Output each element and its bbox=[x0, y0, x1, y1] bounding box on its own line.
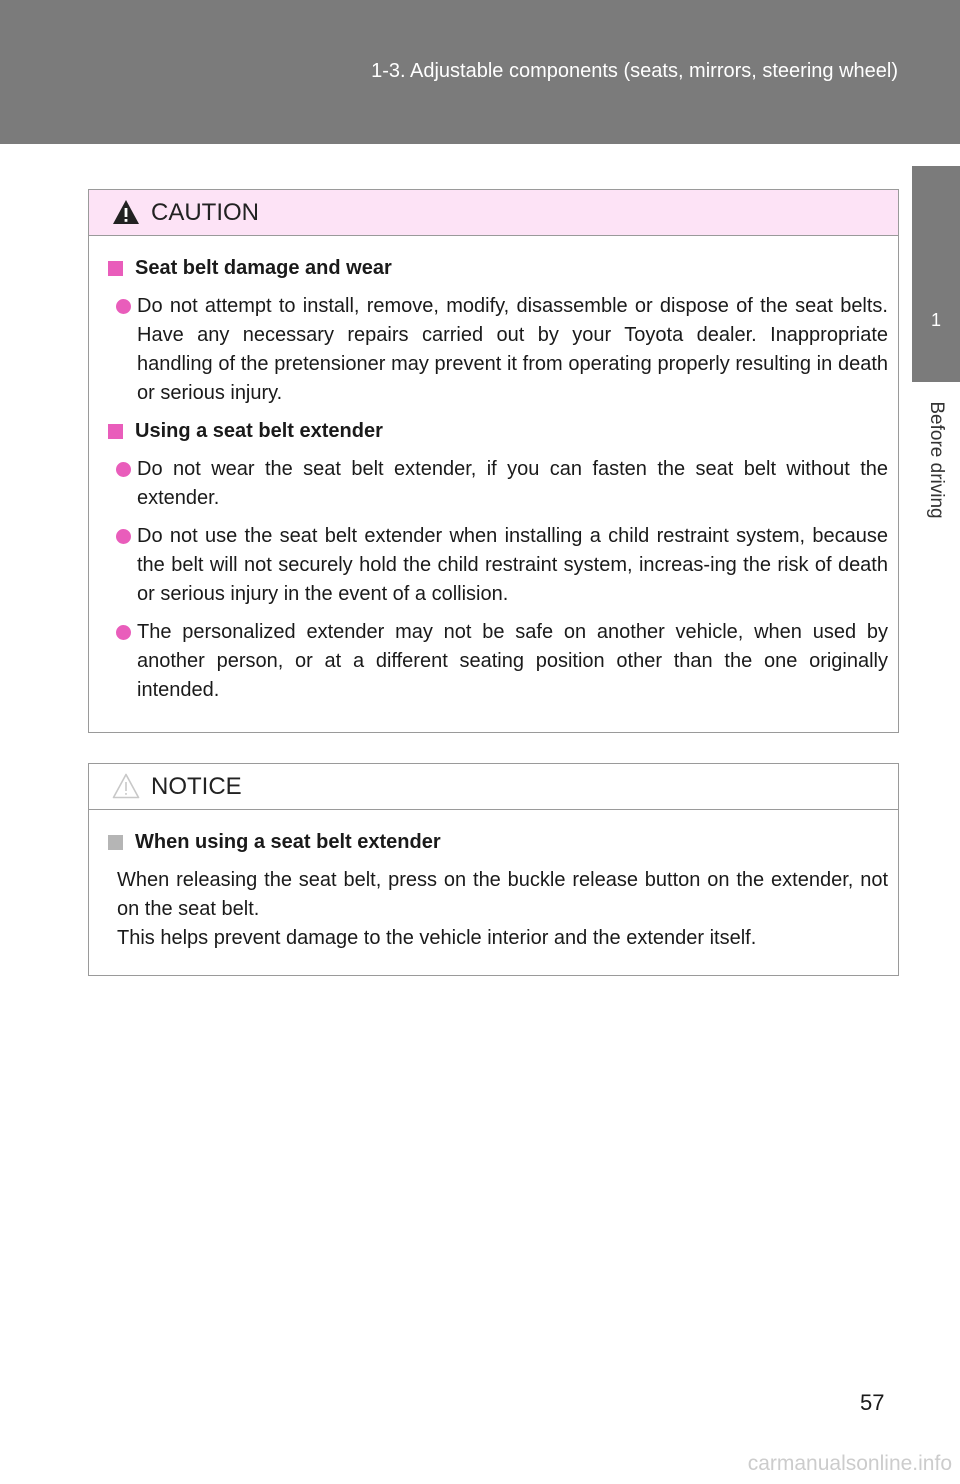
round-bullet-icon bbox=[116, 462, 131, 477]
caution-bullet bbox=[107, 455, 888, 513]
round-bullet-icon bbox=[116, 529, 131, 544]
chapter-number: 1 bbox=[930, 310, 941, 330]
page-number: 57 bbox=[860, 1390, 885, 1415]
watermark: carmanualsonline.info bbox=[747, 1452, 952, 1475]
subheading-text: Using a seat belt extender bbox=[135, 420, 383, 442]
notice-subheading bbox=[107, 828, 888, 857]
warning-icon bbox=[111, 198, 141, 226]
notice-warning-icon bbox=[111, 772, 141, 800]
round-bullet-icon bbox=[116, 625, 131, 640]
caution-subheading bbox=[107, 254, 888, 283]
caution-header bbox=[89, 190, 898, 236]
notice-title: NOTICE bbox=[151, 773, 242, 800]
caution-subheading bbox=[107, 417, 888, 446]
notice-box bbox=[88, 763, 899, 976]
subheading-text: Seat belt damage and wear bbox=[135, 257, 392, 279]
caution-box bbox=[88, 189, 899, 733]
square-bullet-icon bbox=[108, 835, 123, 850]
notice-header bbox=[89, 764, 898, 810]
square-bullet-icon bbox=[108, 424, 123, 439]
chapter-label: Before driving bbox=[926, 401, 947, 519]
caution-bullet bbox=[107, 618, 888, 705]
subheading-text: When using a seat belt extender bbox=[135, 831, 441, 853]
caution-bullet bbox=[107, 522, 888, 609]
round-bullet-icon bbox=[116, 299, 131, 314]
bullet-text: The personalized extender may not be safe on another vehicle, when used by another person, or at a different seating position other than the one originally intended. bbox=[137, 621, 888, 701]
caution-body bbox=[89, 236, 898, 705]
square-bullet-icon bbox=[108, 261, 123, 276]
notice-body bbox=[89, 810, 898, 953]
bullet-text: Do not attempt to install, remove, modify, disassemble or dispose of the seat belts. Have any necessary repairs carried out by your Toyota dealer. Inappropriate handling of the pretensioner may prevent it from operating properly resulting in death or serious injury. bbox=[137, 295, 888, 404]
notice-paragraph: This helps prevent damage to the vehicle interior and the extender itself. bbox=[117, 927, 757, 949]
chapter-tab bbox=[912, 166, 960, 382]
bullet-text: Do not wear the seat belt extender, if you can fasten the seat belt without the extender. bbox=[137, 458, 888, 509]
bullet-text: Do not use the seat belt extender when installing a child restraint system, because the belt will not securely hold the child restraint system, increas-ing the risk of death or serious injury in the event of a collision. bbox=[137, 525, 888, 605]
section-title: 1-3. Adjustable components (seats, mirrors, steering wheel) bbox=[371, 60, 898, 82]
caution-bullet bbox=[107, 292, 888, 408]
caution-title: CAUTION bbox=[151, 199, 259, 226]
notice-paragraph: When releasing the seat belt, press on the buckle release button on the extender, not on the seat belt. bbox=[117, 869, 888, 920]
